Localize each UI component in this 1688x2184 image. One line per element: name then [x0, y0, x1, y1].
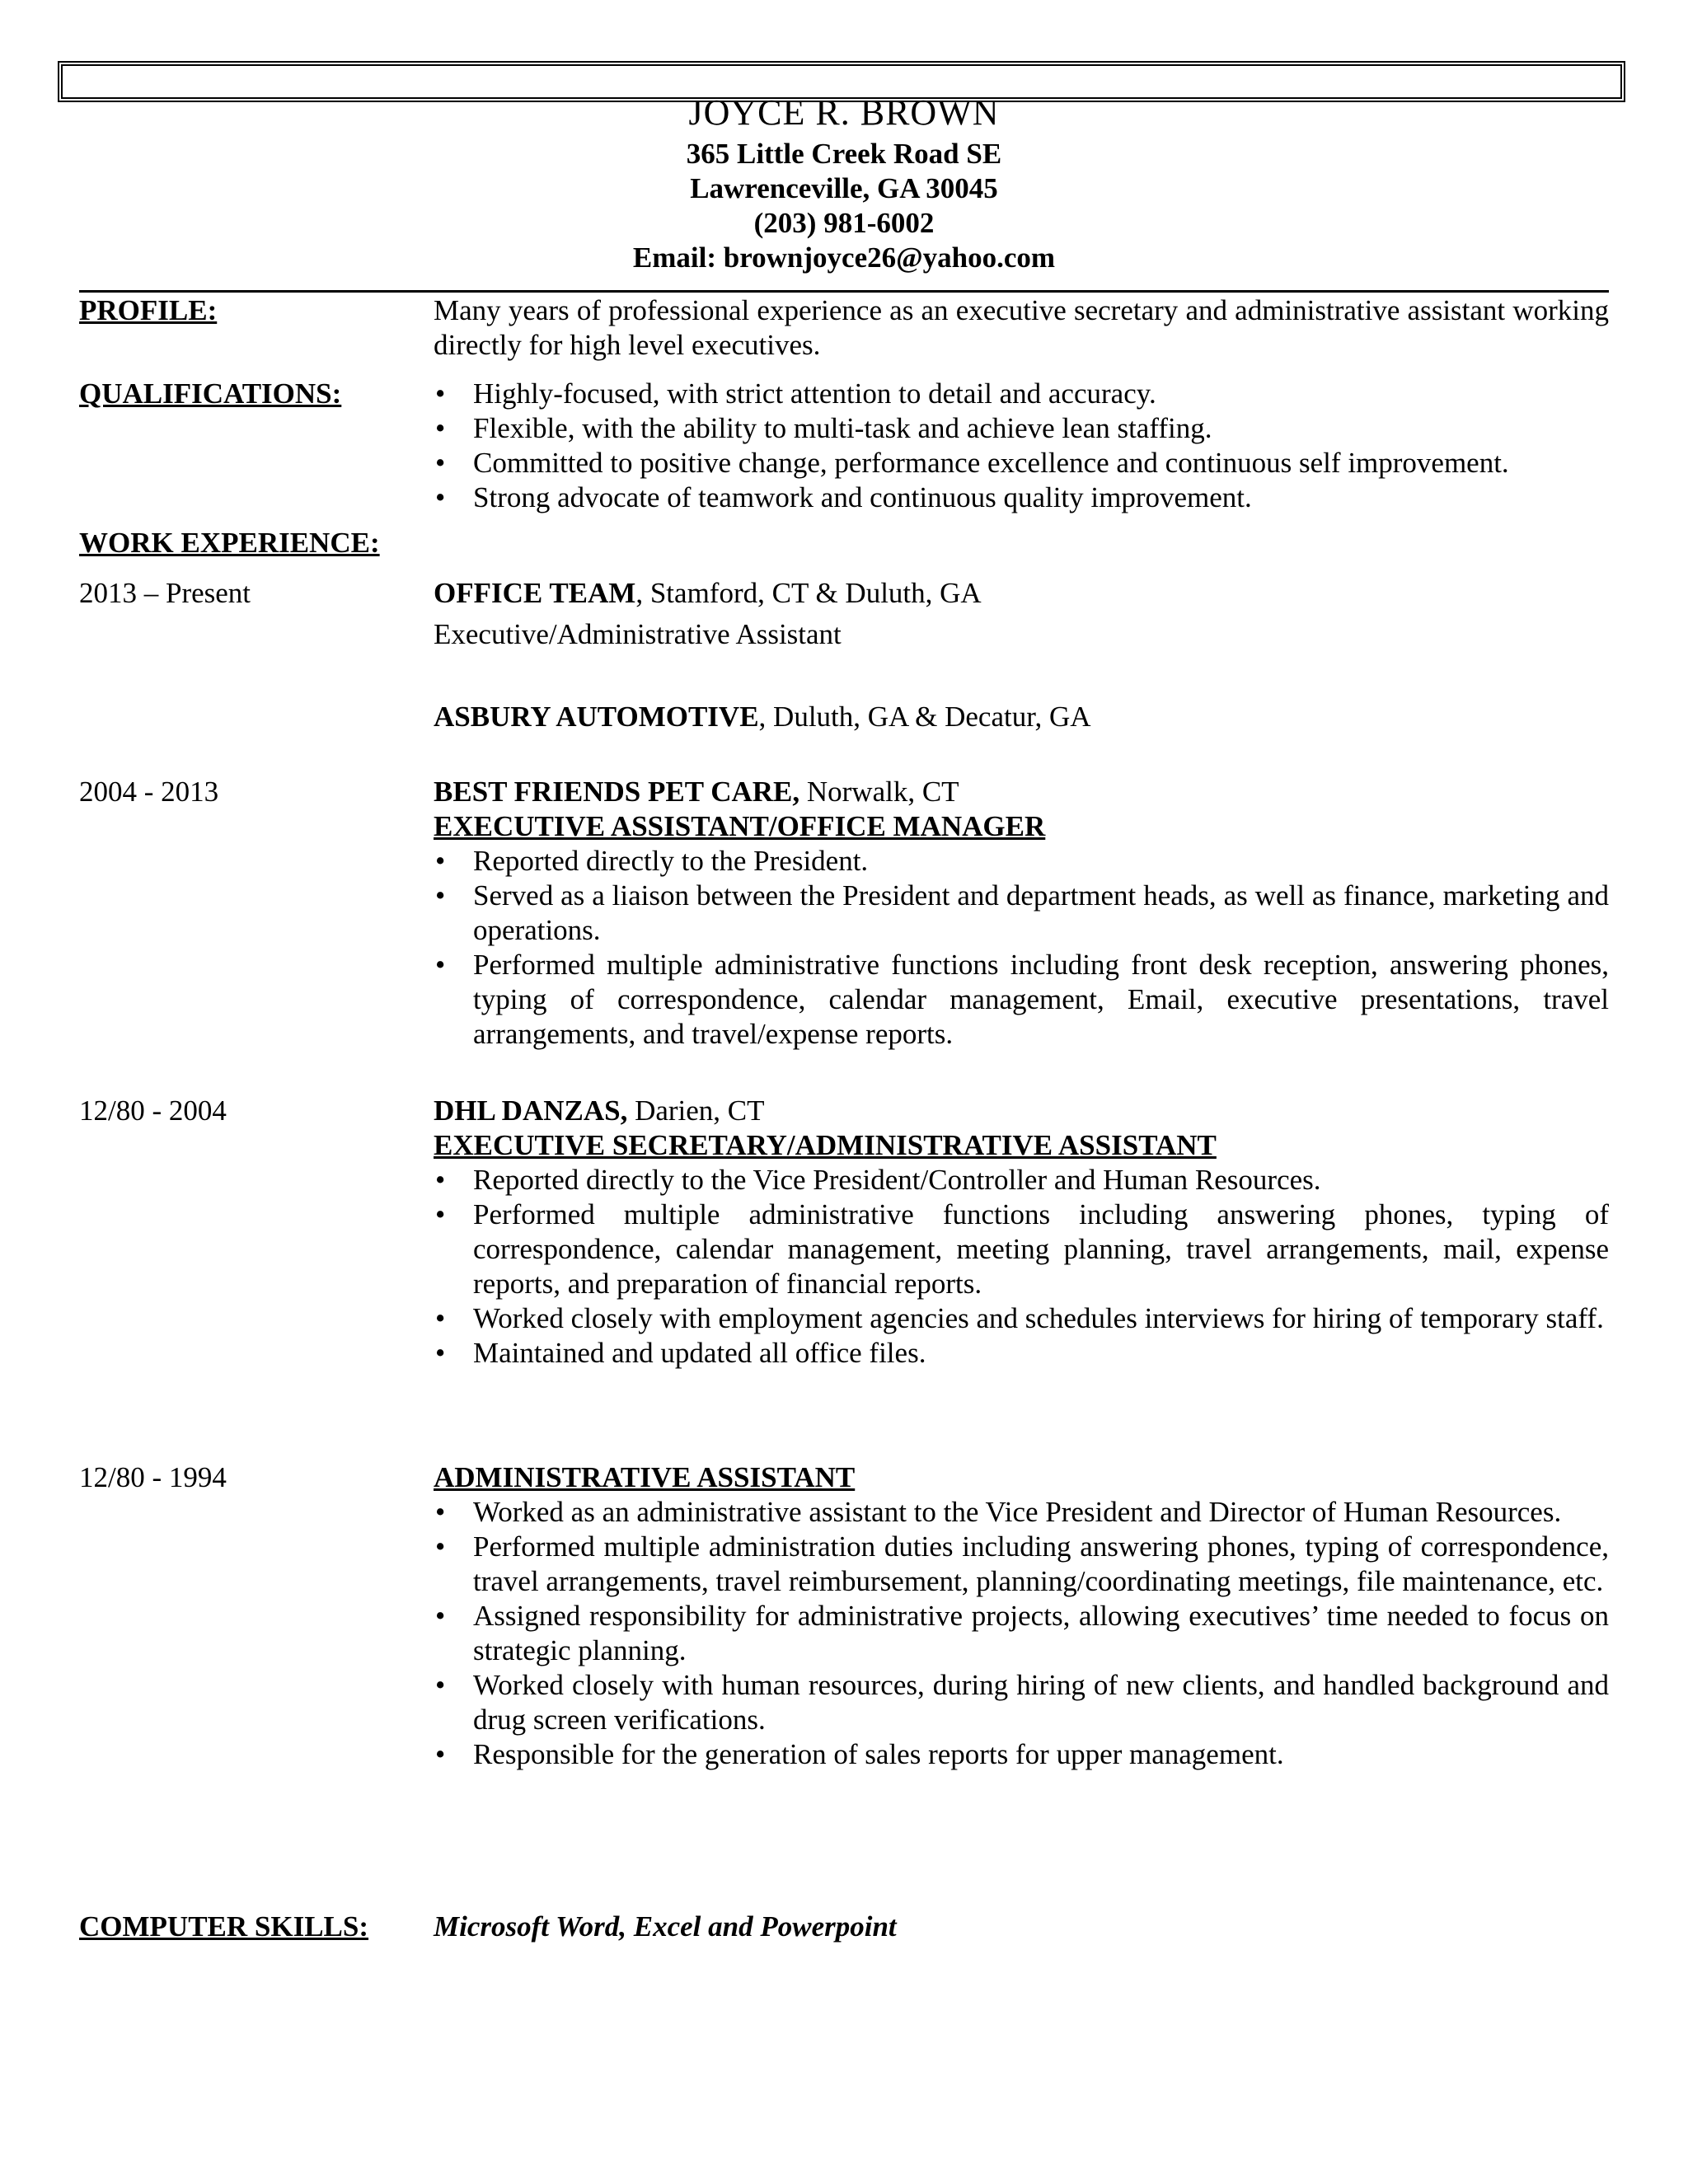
job-role: Executive/Administrative Assistant: [434, 618, 842, 650]
list-item: • Highly-focused, with strict attention to detail and accuracy.: [434, 377, 1609, 411]
list-item: • Assigned responsibility for administrative projects, allowing executives’ time needed to focus on strategic planning.: [434, 1599, 1609, 1668]
company-name: OFFICE TEAM: [434, 577, 636, 609]
job-dates: 12/80 - 2004: [79, 1094, 227, 1127]
list-item: • Performed multiple administration duties including answering phones, typing of correspondence, travel arrangements, travel reimbursement, planning/coordinating meetings, file maintenance, etc.: [434, 1530, 1609, 1599]
profile-section: [79, 293, 1609, 363]
job-admin-assistant: [79, 1460, 1609, 1772]
address-line-1: 365 Little Creek Road SE: [686, 138, 1002, 170]
list-item: • Worked closely with employment agencies and schedules interviews for hiring of temporary staff.: [434, 1301, 1609, 1336]
job-office-team: [79, 576, 1609, 734]
address-line-2: Lawrenceville, GA 30045: [690, 172, 998, 204]
list-item: • Worked closely with human resources, during hiring of new clients, and handled background and drug screen verifications.: [434, 1668, 1609, 1737]
job-duties: [434, 1495, 1609, 1772]
job-details: [434, 1460, 1609, 1772]
list-item: • Responsible for the generation of sales reports for upper management.: [434, 1737, 1609, 1772]
computer-skills-label: COMPUTER SKILLS:: [79, 1910, 369, 1943]
header-divider: [79, 290, 1609, 293]
qualifications-list-wrap: [434, 377, 1609, 515]
list-item: • Flexible, with the ability to multi-task and achieve lean staffing.: [434, 411, 1609, 446]
list-item: • Reported directly to the President.: [434, 844, 1609, 879]
list-item: • Performed multiple administrative functions including front desk reception, answering phones, typing of correspondence, calendar management, Email, executive presentations, travel arrangements, and travel/expense reports.: [434, 948, 1609, 1052]
qualifications-section: [79, 377, 1609, 515]
list-item: • Worked as an administrative assistant to the Vice President and Director of Human Resources.: [434, 1495, 1609, 1530]
job-title: EXECUTIVE ASSISTANT/OFFICE MANAGER: [434, 810, 1046, 842]
job-dhl-danzas: [79, 1094, 1609, 1371]
job-duties: [434, 844, 1609, 1052]
email-address: Email: brownjoyce26@yahoo.com: [632, 241, 1056, 274]
job-details: [434, 775, 1609, 1052]
list-item: • Maintained and updated all office files.: [434, 1336, 1609, 1371]
company-location: Norwalk, CT: [799, 776, 959, 808]
job-details: [434, 1094, 1609, 1371]
job-dates: 2013 – Present: [79, 577, 251, 609]
list-item: • Served as a liaison between the President and department heads, as well as finance, marketing and operations.: [434, 879, 1609, 948]
company-location: , Stamford, CT & Duluth, GA: [635, 577, 982, 609]
resume-name: JOYCE R. BROWN: [688, 92, 1000, 133]
job-details: [434, 576, 1609, 734]
company-location: Darien, CT: [627, 1094, 765, 1127]
job-dates: 2004 - 2013: [79, 776, 219, 808]
job-company-line-2: [434, 700, 1609, 734]
computer-skills-text: Microsoft Word, Excel and Powerpoint: [434, 1910, 897, 1943]
profile-text: Many years of professional experience as an executive secretary and administrative assistant working directly for high level executives.: [434, 294, 1609, 361]
work-experience-heading-row: [79, 526, 1609, 560]
work-experience-label: WORK EXPERIENCE:: [79, 527, 380, 559]
profile-label: PROFILE:: [79, 294, 218, 326]
company-name: DHL DANZAS,: [434, 1094, 628, 1127]
list-item: • Committed to positive change, performance excellence and continuous self improvement.: [434, 446, 1609, 480]
phone-number: (203) 981-6002: [753, 207, 935, 239]
job-title: EXECUTIVE SECRETARY/ADMINISTRATIVE ASSISTANT: [434, 1129, 1217, 1161]
job-company-line: [434, 576, 1609, 611]
qualifications-label: QUALIFICATIONS:: [79, 377, 342, 410]
list-item: • Reported directly to the Vice President/Controller and Human Resources.: [434, 1163, 1609, 1197]
job-company-line: [434, 1094, 1609, 1128]
job-best-friends: [79, 775, 1609, 1052]
job-dates: 12/80 - 1994: [79, 1461, 227, 1493]
company-name: ASBURY AUTOMOTIVE: [434, 701, 759, 733]
computer-skills-section: [79, 1910, 1609, 1944]
qualifications-list: [434, 377, 1609, 515]
job-title: ADMINISTRATIVE ASSISTANT: [434, 1461, 856, 1493]
company-name: BEST FRIENDS PET CARE,: [434, 776, 800, 808]
job-duties: [434, 1163, 1609, 1371]
list-item: • Performed multiple administrative functions including answering phones, typing of correspondence, calendar management, meeting planning, travel arrangements, mail, expense reports, and preparation of financial reports.: [434, 1197, 1609, 1301]
company-location: , Duluth, GA & Decatur, GA: [758, 701, 1091, 733]
list-item: • Strong advocate of teamwork and continuous quality improvement.: [434, 480, 1609, 515]
job-company-line: [434, 775, 1609, 809]
